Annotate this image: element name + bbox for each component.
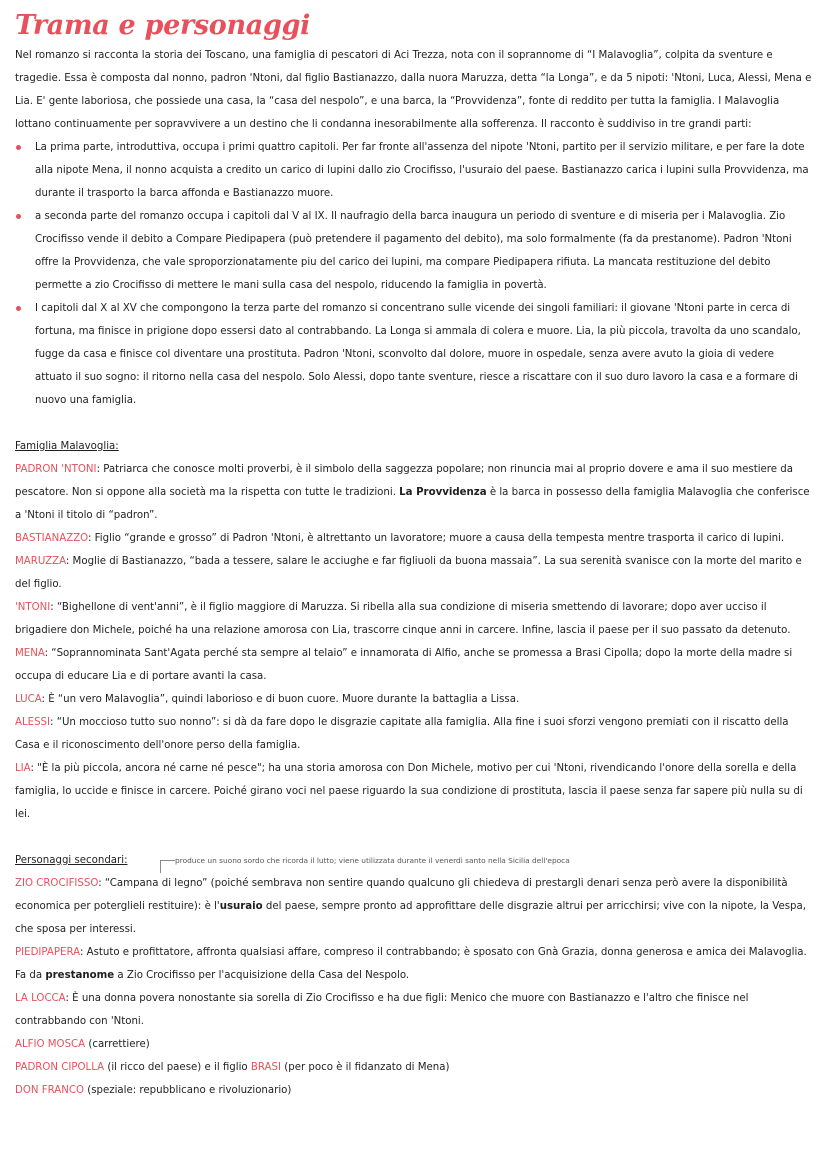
character-la-locca: LA LOCCA: È una donna povera nonostante sia sorella di Zio Crocifisso e ha due figli: Menico che muore con Bastianazzo e l'altro che finisce nel contrabbando con 'Ntoni. [15, 993, 749, 1027]
bullet-icon [16, 145, 21, 150]
part-one-text: La prima parte, introduttiva, occupa i primi quattro capitoli. Per far fronte all'assenza del nipote 'Ntoni, partito per il servizio militare, e per fare la dote alla nipote Mena, il nonno acquista a credito un carico di lupini dallo zio Crocifisso, l'usuraio del paese. Bastianazzo carica i lupini sulla Provvidenza, ma durante il trasporto la barca affonda e Bastianazzo muore. [35, 142, 809, 199]
character-bastianazzo: BASTIANAZZO: Figlio “grande e grosso” di Padron 'Ntoni, è altrettanto un lavoratore; muore a causa della tempesta mentre trasporta il carico di lupini. [15, 533, 785, 544]
secondary-heading-row [15, 849, 813, 872]
bullet-icon [16, 214, 21, 219]
parts-list [15, 136, 813, 412]
page-title: Trama e personaggi [15, 10, 311, 41]
character-alfio-mosca: ALFIO MOSCA (carrettiere) [15, 1039, 150, 1050]
list-item [15, 205, 813, 297]
character-padron-ntoni: PADRON 'NTONI: Patriarca che conosce molti proverbi, è il simbolo della saggezza popolare; non rinuncia mai al proprio dovere e ama il suo mestiere da pescatore. Non si oppone alla società ma la rispetta con tutte le tradizioni. La Provvidenza è la barca in possesso della famiglia Malavoglia che conferisce a 'Ntoni il titolo di “padron”. [15, 464, 810, 521]
intro-paragraph: Nel romanzo si racconta la storia dei Toscano, una famiglia di pescatori di Aci Trezza, nota con il soprannome di “I Malavoglia”, colpita da sventure e tragedie. Essa è composta dal nonno, padron 'Ntoni, dal figlio Bastianazzo, dalla nuora Maruzza, detta “la Longa”, e da 5 nipoti: 'Ntoni, Luca, Alessi, Mena e Lia. E' gente laboriosa, che possiede una casa, la “casa del nespolo”, e una barca, la “Provvidenza”, fonte di reddito per tutta la famiglia. I Malavoglia lottano continuamente per sopravvivere a un destino che li condanna inesorabilmente alla sofferenza. Il racconto è suddiviso in tre grandi parti: [15, 50, 812, 130]
list-item [15, 136, 813, 205]
part-three-text: I capitoli dal X al XV che compongono la terza parte del romanzo si concentrano sulle vicende dei singoli familiari: il giovane 'Ntoni parte in cerca di fortuna, ma finisce in prigione dopo essersi dato al contrabbando. La Longa si ammala di colera e muore. Lia, la più piccola, travolta da uno scandalo, fugge da casa e finisce col diventare una prostituta. Padron 'Ntoni, sconvolto dal dolore, muore in ospedale, senza avere avuto la gioia di vedere attuato il suo sogno: il ritorno nella casa del nespolo. Solo Alessi, dopo tante sventure, riesce a riscattare con il suo duro lavoro la casa e a formare di nuovo una famiglia. [35, 303, 801, 406]
family-heading: Famiglia Malavoglia: [15, 441, 119, 452]
character-lia: LIA: "È la più piccola, ancora né carne né pesce"; ha una storia amorosa con Don Michele, motivo per cui 'Ntoni, rivendicando l'onore della sorella e della famiglia, lo uccide e finisce in carcere. Poiché girano voci nel paese riguardo la sua condizione di prostituta, lascia il paese senza far sapere più nulla su di lei. [15, 763, 803, 820]
annotation-note: produce un suono sordo che ricorda il lutto; viene utilizzata durante il venerdì santo nella Sicilia dell'epoca [175, 856, 570, 865]
character-ntoni: 'NTONI: “Bighellone di vent'anni”, è il figlio maggiore di Maruzza. Si ribella alla sua condizione di miseria smettendo di lavorare; dopo aver ucciso il brigadiere don Michele, poiché ha una relazione amorosa con Lia, trascorre cinque anni in carcere. Infine, lascia il paese per il suo passato da detenuto. [15, 602, 791, 636]
annotation-arrow [160, 860, 175, 873]
list-item [15, 297, 813, 412]
document-page [15, 8, 813, 1102]
secondary-heading: Personaggi secondari: [15, 855, 128, 866]
character-zio-crocifisso: ZIO CROCIFISSO: “Campana di legno” (poiché sembrava non sentire quando qualcuno gli chiedeva di prestargli denari senza però avere la disponibilità economica per poterglieli restituire): è l'usuraio del paese, sempre pronto ad approfittare delle disgrazie altrui per arricchirsi; vive con la nipote, la Vespa, che sposa per interessi. [15, 878, 806, 935]
character-piedipapera: PIEDIPAPERA: Astuto e profittatore, affronta qualsiasi affare, compreso il contrabbando; è sposato con Gnà Grazia, donna generosa e amica dei Malavoglia. Fa da prestanome a Zio Crocifisso per l'acquisizione della Casa del Nespolo. [15, 947, 807, 981]
part-two-text: a seconda parte del romanzo occupa i capitoli dal V al IX. Il naufragio della barca inaugura un periodo di sventure e di miseria per i Malavoglia. Zio Crocifisso vende il debito a Compare Piedipapera (può pretendere il pagamento del debito), ma solo formalmente (fa da prestanome). Padron 'Ntoni offre la Provvidenza, che vale sproporzionatamente piu del carico dei lupini, ma compare Piedipapera rifiuta. La mancata restituzione del debito permette a zio Crocifisso di mettere le mani sulla casa del nespolo, riducendo la famiglia in povertà. [35, 211, 792, 291]
character-maruzza: MARUZZA: Moglie di Bastianazzo, “bada a tessere, salare le acciughe e far figliuoli da buona massaia”. La sua serenità svanisce con la morte del marito e del figlio. [15, 556, 802, 590]
character-padron-cipolla: PADRON CIPOLLA (il ricco del paese) e il figlio BRASI (per poco è il fidanzato di Mena) [15, 1062, 450, 1073]
character-alessi: ALESSI: “Un moccioso tutto suo nonno”: si dà da fare dopo le disgrazie capitate alla famiglia. Alla fine i suoi sforzi vengono premiati con il riscatto della Casa e il riconoscimento dell'onore perso della famiglia. [15, 717, 789, 751]
character-mena: MENA: “Soprannominata Sant'Agata perché sta sempre al telaio” e innamorata di Alfio, anche se promessa a Brasi Cipolla; dopo la morte della madre si occupa di educare Lia e di portare avanti la casa. [15, 648, 793, 682]
bullet-icon [16, 306, 21, 311]
character-luca: LUCA: È “un vero Malavoglia”, quindi laborioso e di buon cuore. Muore durante la battaglia a Lissa. [15, 694, 520, 705]
character-don-franco: DON FRANCO (speziale: repubblicano e rivoluzionario) [15, 1085, 292, 1096]
